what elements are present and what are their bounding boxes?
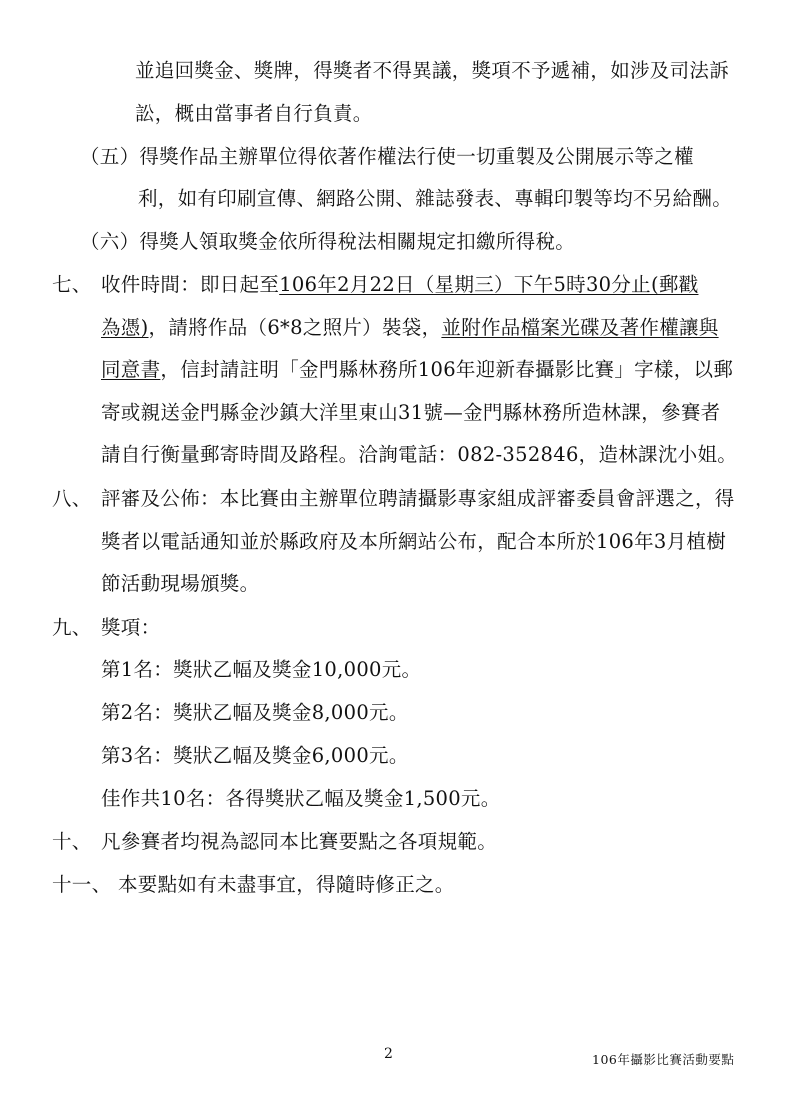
section-11-text: 本要點如有未盡事宜，得隨時修正之。: [118, 873, 455, 896]
section-7-number: 七、: [52, 273, 92, 296]
prize-third: 第3名：獎狀乙幅及獎金6,000元。: [101, 744, 409, 767]
section-8-line-3: 節活動現場頒獎。: [101, 572, 260, 595]
section-7-line-1: [101, 272, 698, 298]
footer-title: 106年攝影比賽活動要點: [592, 1052, 735, 1067]
section-9-title: 獎項：: [101, 616, 161, 639]
prize-second: 第2名：獎狀乙幅及獎金8,000元。: [101, 701, 409, 724]
envelope-note: ，信封請註明「金門縣林務所106年迎新春攝影比賽」字樣，以郵: [160, 358, 734, 381]
prize-honorable-mention: 佳作共10名：各得獎狀乙幅及獎金1,500元。: [101, 787, 501, 810]
attachment-note: 並附作品檔案光碟及著作權讓與: [441, 316, 719, 339]
item-5-line-2: 利，如有印刷宣傳、網路公開、雜誌發表、專輯印製等均不另給酬。: [138, 187, 733, 210]
section-7-line-5: 請自行衡量郵寄時間及路程。洽詢電話：082-352846，造林課沈小姐。: [101, 443, 738, 466]
section-7-line-3: [101, 357, 733, 383]
page-number: 2: [384, 1046, 393, 1062]
section-11-number: 十一、: [52, 873, 112, 896]
postmark-note: 為憑): [101, 316, 149, 339]
consent-form-note: 同意書: [101, 358, 161, 381]
section-10-number: 十、: [52, 830, 92, 853]
section-8-number: 八、: [52, 487, 92, 510]
packaging-note: ，請將作品（6*8之照片）裝袋，: [148, 316, 442, 339]
deadline-text: 106年2月22日（星期三）下午5時30分止(郵戳: [279, 273, 699, 296]
section-9-number: 九、: [52, 616, 92, 639]
item-5-line-1: （五）得獎作品主辦單位得依著作權法行使一切重製及公開展示等之權: [80, 145, 694, 168]
section-8-line-2: 獎者以電話通知並於縣政府及本所網站公布，配合本所於106年3月植樹: [101, 530, 727, 553]
section-7-line-4: 寄或親送金門縣金沙鎮大洋里東山31號—金門縣林務所造林課，參賽者: [101, 401, 721, 424]
section-10-text: 凡參賽者均視為認同本比賽要點之各項規範。: [101, 830, 498, 853]
section-8-line-1: 評審及公佈：本比賽由主辦單位聘請攝影專家組成評審委員會評選之，得: [101, 487, 735, 510]
section-7-line-2: [101, 315, 719, 341]
paragraph-line: 並追回獎金、獎牌，得獎者不得異議，獎項不予遞補，如涉及司法訴: [135, 59, 730, 82]
section-7-lead: 收件時間：即日起至: [101, 273, 280, 296]
prize-first: 第1名：獎狀乙幅及獎金10,000元。: [101, 658, 422, 681]
item-6: （六）得獎人領取獎金依所得稅法相關規定扣繳所得稅。: [80, 230, 576, 253]
paragraph-line: 訟，概由當事者自行負責。: [135, 102, 373, 125]
